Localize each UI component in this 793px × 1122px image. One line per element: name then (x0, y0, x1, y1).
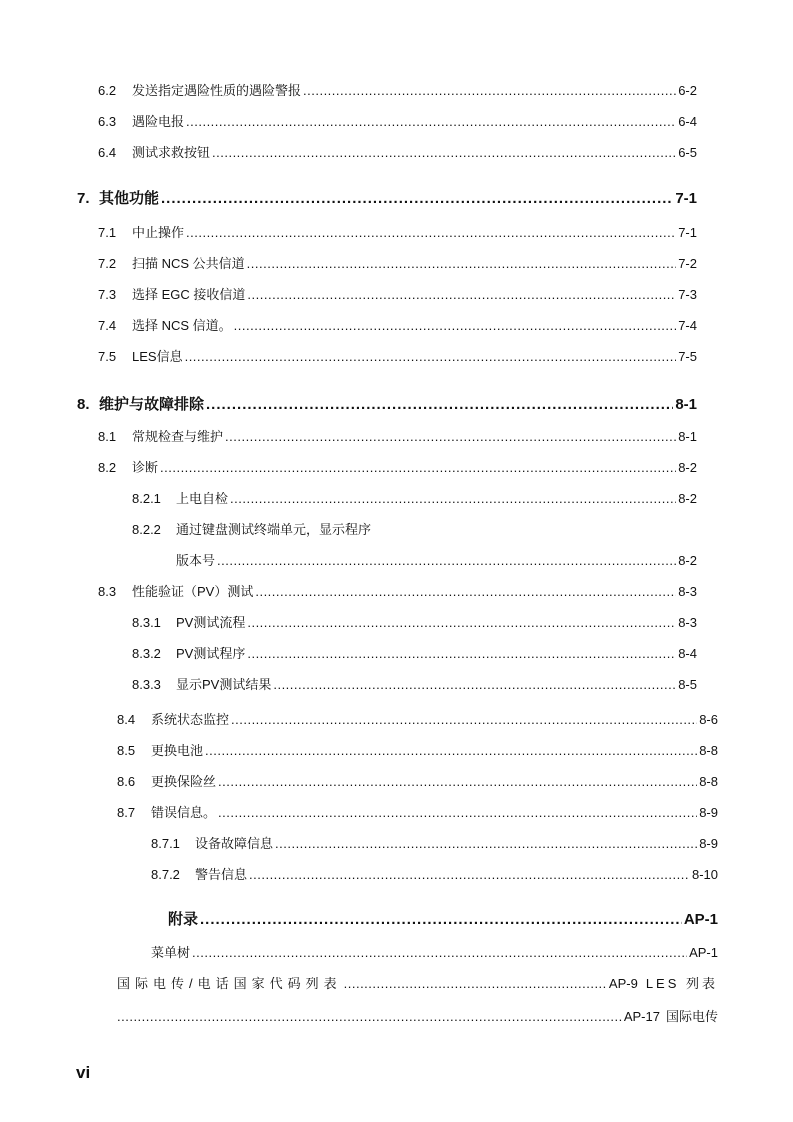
section-title: 通过键盘测试终端单元，显示程序 (176, 522, 372, 537)
dot-leader (185, 349, 677, 364)
dot-leader (247, 256, 677, 271)
dot-leader (303, 83, 676, 98)
page-number: 8-5 (678, 677, 697, 692)
section-title: 诊断 (132, 460, 159, 475)
page-number: 7-1 (675, 190, 697, 207)
section-title: 上电自检 (176, 491, 229, 506)
section-number: 8.7.1 (151, 836, 180, 851)
toc-entry[interactable] (98, 80, 697, 99)
dot-leader (247, 615, 676, 630)
page-number: 8-8 (699, 743, 718, 758)
dot-leader (249, 867, 690, 882)
page-number: 8-3 (678, 615, 697, 630)
toc-entry[interactable] (132, 519, 697, 538)
page-number: 6-4 (678, 114, 697, 129)
toc-entry[interactable] (117, 802, 718, 821)
section-number: 8.5 (117, 743, 136, 758)
section-number: 8.2 (98, 460, 117, 475)
section-title: 性能验证（PV）测试 (132, 584, 254, 599)
footer-page-label: vi (76, 1063, 91, 1082)
section-title: 中止操作 (132, 225, 185, 240)
toc-chapter[interactable] (77, 187, 697, 208)
dot-leader (217, 553, 676, 568)
page-number: 8-9 (699, 836, 718, 851)
section-title: 选择 NCS 信道。 (132, 318, 232, 333)
toc-entry[interactable] (151, 864, 718, 883)
section-number: 8.7 (117, 805, 136, 820)
section-title: 国际电传/电话国家代码列表 (117, 976, 342, 991)
section-number: 8.3.3 (132, 677, 161, 692)
section-number: 8.3 (98, 584, 117, 599)
dot-leader (160, 460, 676, 475)
toc-entry[interactable] (117, 709, 718, 728)
section-number: 7.1 (98, 225, 117, 240)
section-title: 发送指定遇险性质的遇险警报 (132, 83, 302, 98)
page-number: AP-1 (689, 945, 718, 960)
section-number: 8.3.1 (132, 615, 161, 630)
toc-entry[interactable] (132, 488, 697, 507)
section-title: PV测试流程 (176, 615, 246, 630)
section-number: 8.6 (117, 774, 136, 789)
page-number: 8-2 (678, 553, 697, 568)
toc-entry[interactable] (117, 771, 718, 790)
section-title: 显示PV测试结果 (176, 677, 272, 692)
section-number: 7.2 (98, 256, 117, 271)
dot-leader (255, 584, 676, 599)
section-number: 7.5 (98, 349, 117, 364)
page-number: 7-5 (678, 349, 697, 364)
next-entry-title: LES 列表 (645, 976, 718, 991)
section-title: 遇险电报 (132, 114, 185, 129)
dot-leader (192, 945, 687, 960)
dot-leader (247, 646, 676, 661)
dot-leader (212, 145, 676, 160)
page-number: 7-1 (678, 225, 697, 240)
page-number: 8-1 (675, 396, 697, 413)
toc-entry[interactable] (98, 111, 697, 130)
section-number: 8.4 (117, 712, 136, 727)
page-number: 7-4 (678, 318, 697, 333)
section-title: 测试求救按钮 (132, 145, 211, 160)
toc-entry[interactable] (98, 253, 697, 272)
dot-leader (234, 318, 677, 333)
dot-leader (218, 774, 697, 789)
toc-entry[interactable] (117, 740, 718, 759)
toc-entry[interactable] (151, 833, 718, 852)
dot-leader (230, 491, 676, 506)
dot-leader (161, 190, 673, 207)
section-title: 扫描 NCS 公共信道 (132, 256, 245, 271)
page-number: 8-9 (699, 805, 718, 820)
toc-entry-continued[interactable] (176, 550, 697, 569)
toc-entry[interactable] (98, 457, 697, 476)
section-title: 更换保险丝 (151, 774, 217, 789)
page-number: 8-8 (699, 774, 718, 789)
page-number: 8-10 (691, 867, 718, 882)
appendix-title: 附录 (168, 911, 199, 928)
chapter-number: 8. (77, 396, 90, 413)
page-number: 8-2 (678, 460, 697, 475)
section-number: 8.2.1 (132, 491, 161, 506)
page-number: 8-2 (678, 491, 697, 506)
page-number: 7-3 (678, 287, 697, 302)
toc-chapter[interactable] (77, 393, 697, 414)
section-title: 错误信息。 (151, 805, 217, 820)
dot-leader (218, 805, 697, 820)
chapter-number: 7. (77, 190, 90, 207)
dot-leader (206, 396, 673, 413)
section-title: 设备故障信息 (195, 836, 274, 851)
page-number: AP-1 (683, 911, 718, 928)
dot-leader (247, 287, 676, 302)
section-number: 8.7.2 (151, 867, 180, 882)
dot-leader (231, 712, 697, 727)
section-title: 选择 EGC 接收信道 (132, 287, 246, 302)
section-number: 6.3 (98, 114, 117, 129)
toc-appendix[interactable] (168, 908, 718, 929)
chapter-title: 维护与故障排除 (99, 396, 205, 413)
toc-entry[interactable] (98, 426, 697, 445)
section-number: 8.1 (98, 429, 117, 444)
toc-entry[interactable] (132, 612, 697, 631)
dot-leader (273, 677, 676, 692)
section-number: 8.3.2 (132, 646, 161, 661)
section-title: 常规检查与维护 (132, 429, 224, 444)
dot-leader (344, 976, 607, 991)
toc-entry[interactable] (98, 315, 697, 334)
section-title: 菜单树 (151, 945, 191, 960)
toc-entry[interactable] (132, 643, 697, 662)
toc-entry[interactable] (132, 674, 697, 693)
chapter-title: 其他功能 (99, 190, 160, 207)
section-number: 7.4 (98, 318, 117, 333)
section-number: 7.3 (98, 287, 117, 302)
section-number: 8.2.2 (132, 522, 161, 537)
dot-leader (225, 429, 676, 444)
toc-entry[interactable] (98, 581, 697, 600)
section-number: 6.4 (98, 145, 117, 160)
toc-entry[interactable] (98, 142, 697, 161)
next-entry-title: 国际电传 (665, 1009, 718, 1024)
section-title: 警告信息 (195, 867, 248, 882)
dot-leader (186, 114, 676, 129)
dot-leader (117, 1009, 622, 1024)
page-number: 6-2 (678, 83, 697, 98)
page-number: 8-3 (678, 584, 697, 599)
section-title: 系统状态监控 (151, 712, 230, 727)
dot-leader (275, 836, 697, 851)
section-title: PV测试程序 (176, 646, 246, 661)
toc-entry[interactable] (117, 973, 718, 992)
page-number: AP-17 (623, 1009, 660, 1024)
toc-entry[interactable] (98, 222, 697, 241)
toc-entry[interactable] (98, 346, 697, 365)
page-number: 8-1 (678, 429, 697, 444)
page-number: 7-2 (678, 256, 697, 271)
section-title: LES信息 (132, 349, 183, 364)
toc-entry[interactable] (151, 942, 718, 961)
section-title: 更换电池 (151, 743, 204, 758)
dot-leader (200, 911, 682, 928)
dot-leader (186, 225, 676, 240)
page-number: 8-4 (678, 646, 697, 661)
toc-entry[interactable] (117, 1006, 718, 1025)
page-number: 8-6 (699, 712, 718, 727)
section-number: 6.2 (98, 83, 117, 98)
page-number: 6-5 (678, 145, 697, 160)
section-title-continued: 版本号 (176, 553, 216, 568)
dot-leader (205, 743, 697, 758)
toc-entry[interactable] (98, 284, 697, 303)
page-number: AP-9 (608, 976, 638, 991)
